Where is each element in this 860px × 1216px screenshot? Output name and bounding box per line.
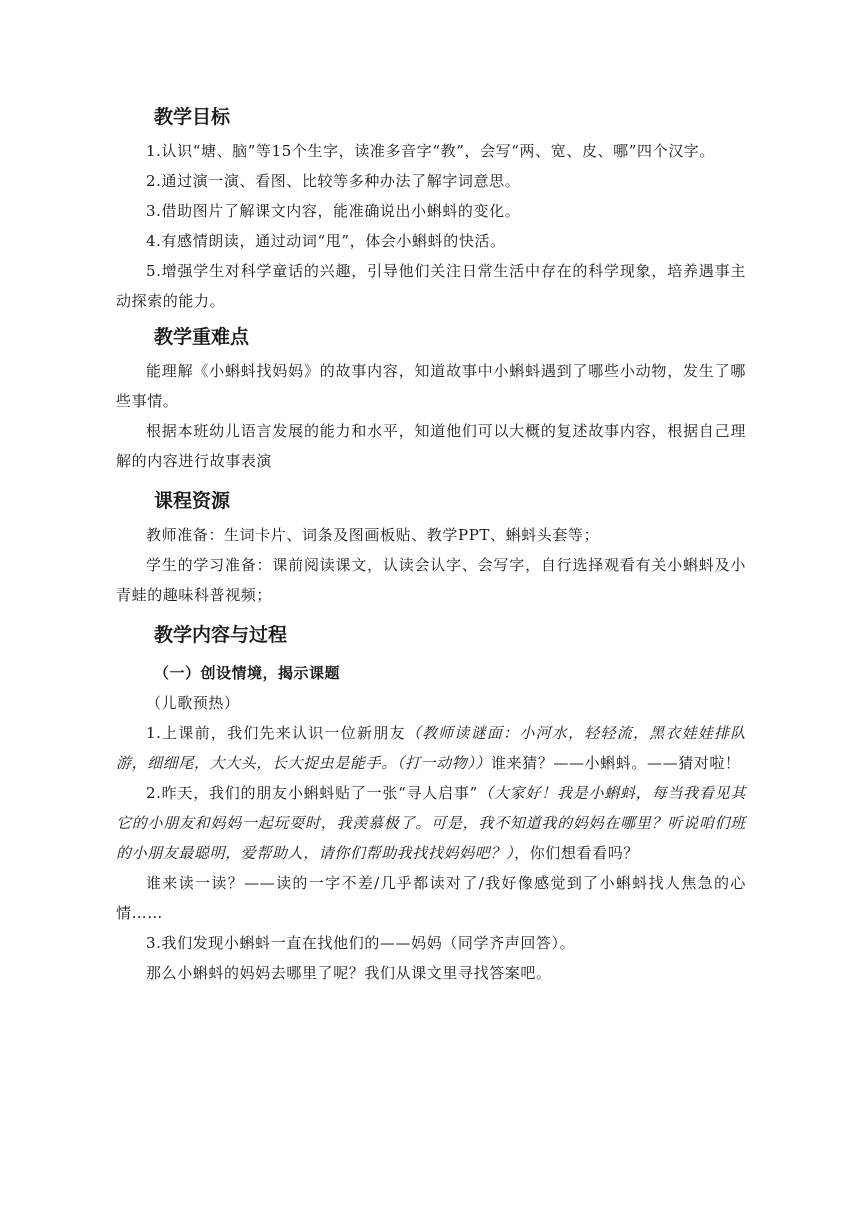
p1-riddle-italic: （教师读谜面：小河水，轻轻流，黑衣娃娃排队游，细细尾，大大头，长大捉虫是能手。（打一动物）） bbox=[116, 724, 746, 772]
note-warmup: （儿歌预热） bbox=[146, 694, 240, 712]
objective-5: 5.增强学生对科学童话的兴趣，引导他们关注日常生活中存在的科学现象，培养遇事主动探索的能力。 bbox=[116, 262, 746, 310]
process-paragraph-4: 3.我们发现小蝌蚪一直在找他们的——妈妈（同学齐声回答）。 bbox=[146, 934, 576, 952]
resource-teacher-prep: 教师准备：生词卡片、词条及图画板贴、教学PPT、蝌蚪头套等； bbox=[146, 526, 600, 544]
heading-course-resources: 课程资源 bbox=[154, 490, 231, 512]
key-point-1: 能理解《小蝌蚪找妈妈》的故事内容，知道故事中小蝌蚪遇到了哪些小动物，发生了哪些事情。 bbox=[116, 362, 746, 410]
heading-key-points: 教学重难点 bbox=[154, 326, 250, 348]
objective-4: 4.有感情朗读，通过动词“甩”，体会小蝌蚪的快活。 bbox=[146, 232, 506, 250]
heading-teaching-process: 教学内容与过程 bbox=[154, 624, 288, 646]
process-paragraph-5: 那么小蝌蚪的妈妈去哪里了呢？我们从课文里寻找答案吧。 bbox=[146, 964, 552, 982]
objective-1: 1.认识“塘、脑”等15个生字，读准多音字“教”，会写“两、宽、皮、哪”四个汉字。 bbox=[146, 142, 716, 160]
p2-notice-italic: （大家好！我是小蝌蚪，每当我看见其它的小朋友和妈妈一起玩耍时，我羡慕极了。可是，我不知道我的妈妈在哪里？听说咱们班的小朋友最聪明，爱帮助人，请你们帮助我找找妈妈吧？） bbox=[116, 784, 747, 862]
p1-answer: 谁来猜？——小蝌蚪。——猜对啦！ bbox=[491, 754, 741, 772]
document-body bbox=[116, 98, 746, 988]
resource-student-prep: 学生的学习准备：课前阅读课文，认读会认字、会写字，自行选择观看有关小蝌蚪及小青蛙的趣味科普视频； bbox=[116, 556, 746, 604]
process-paragraph-1 bbox=[116, 718, 746, 778]
key-point-2: 根据本班幼儿语言发展的能力和水平，知道他们可以大概的复述故事内容，根据自己理解的内容进行故事表演 bbox=[116, 422, 746, 470]
objective-2: 2.通过演一演、看图、比较等多种办法了解字词意思。 bbox=[146, 172, 521, 190]
p2-text: 2.昨天，我们的朋友小蝌蚪贴了一张“寻人启事” bbox=[146, 784, 478, 802]
heading-teaching-objectives: 教学目标 bbox=[154, 106, 231, 128]
process-paragraph-2 bbox=[116, 778, 746, 868]
process-paragraph-3: 谁来读一读？——读的一字不差/几乎都读对了/我好像感觉到了小蝌蚪找人焦急的心情…… bbox=[116, 874, 746, 922]
p2-question: ，你们想看看吗？ bbox=[514, 844, 639, 862]
objective-3: 3.借助图片了解课文内容，能准确说出小蝌蚪的变化。 bbox=[146, 202, 521, 220]
subheading-create-situation: （一）创设情境，揭示课题 bbox=[154, 664, 341, 682]
p1-text: 1.上课前，我们先来认识一位新朋友 bbox=[146, 724, 406, 742]
